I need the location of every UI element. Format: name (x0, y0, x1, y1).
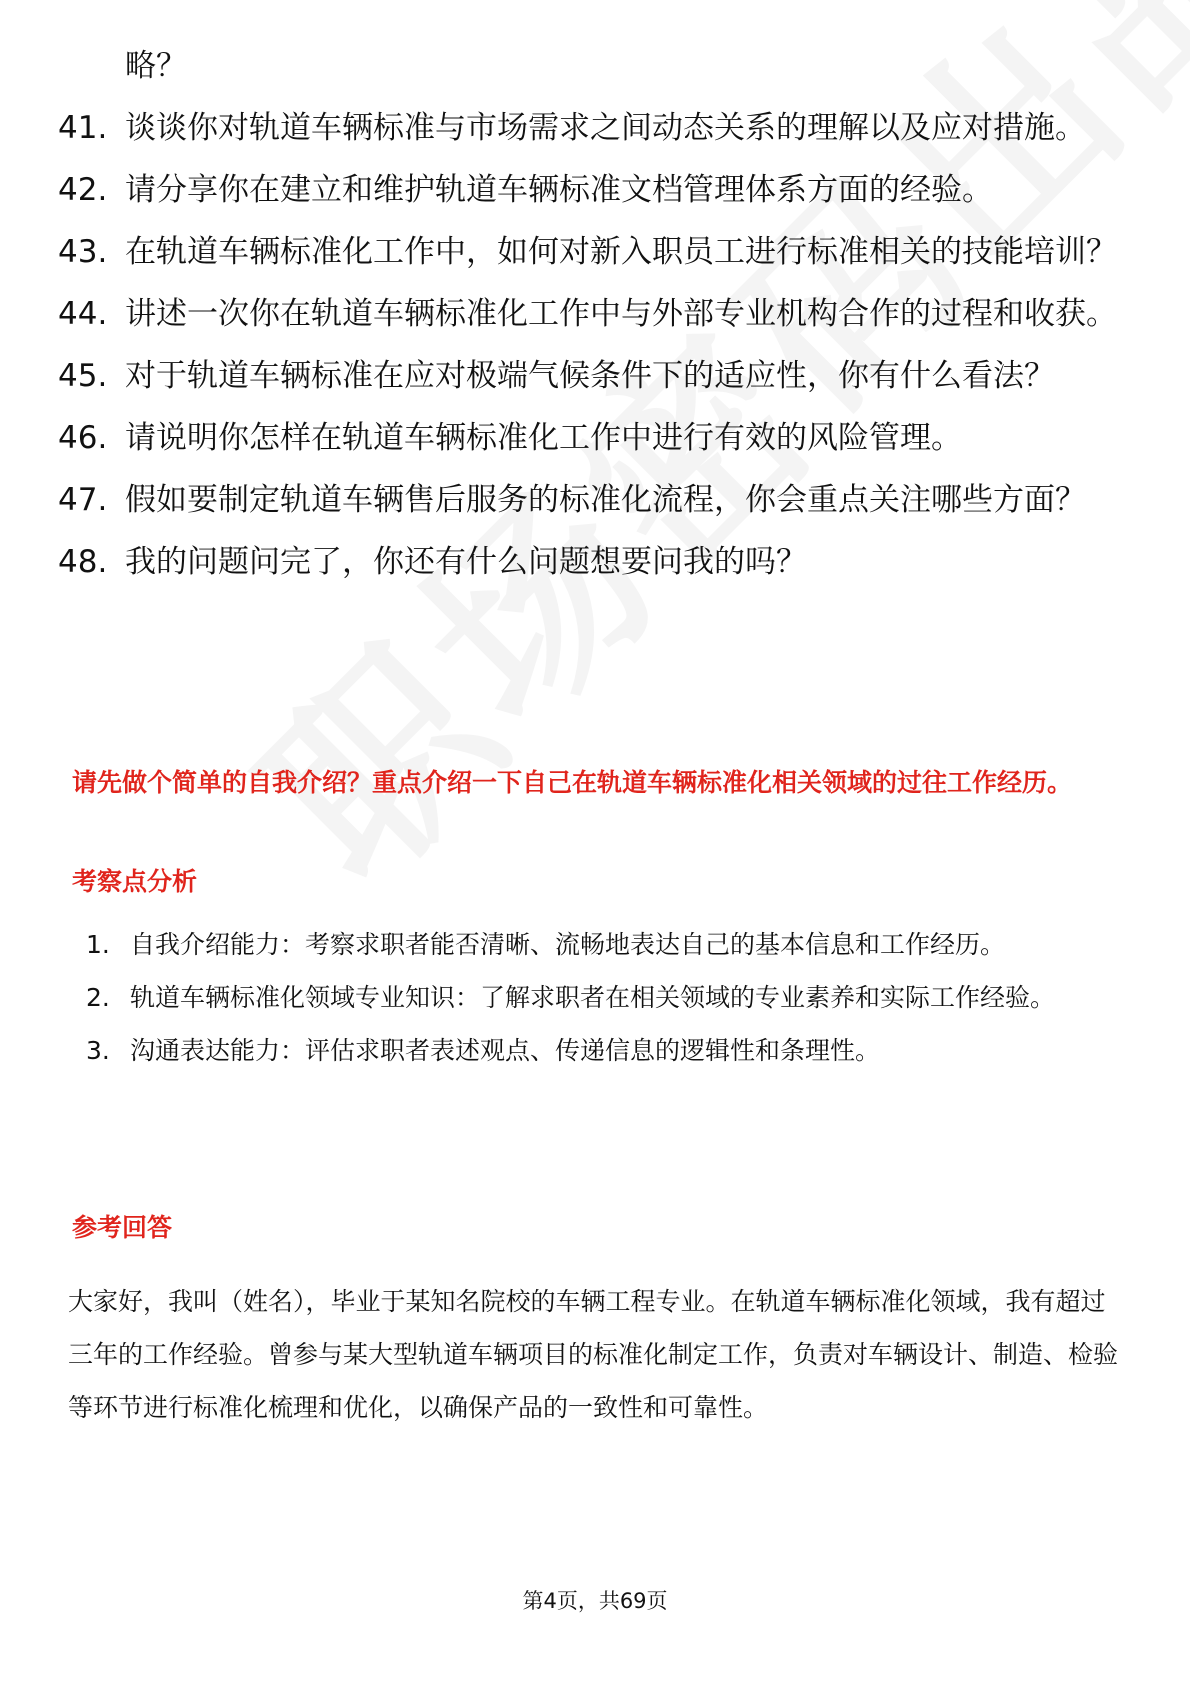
item-number: 3. (86, 1036, 110, 1065)
item-number: 48. (58, 544, 108, 580)
list-item (58, 478, 1138, 522)
item-text: 假如要制定轨道车辆售后服务的标准化流程，你会重点关注哪些方面？ (125, 482, 1086, 518)
item-text: 请说明你怎样在轨道车辆标准化工作中进行有效的风险管理。 (125, 420, 962, 456)
list-item (58, 292, 1138, 336)
question-title: 请先做个简单的自我介绍？重点介绍一下自己在轨道车辆标准化相关领域的过往工作经历。 (72, 768, 1073, 797)
item-text: 沟通表达能力：评估求职者表述观点、传递信息的逻辑性和条理性。 (130, 1036, 881, 1065)
question-title-block (72, 763, 1122, 803)
item-text: 谈谈你对轨道车辆标准与市场需求之间动态关系的理解以及应对措施。 (125, 110, 1086, 146)
list-item (58, 230, 1138, 274)
item-number: 42. (58, 172, 108, 208)
analysis-heading: 考察点分析 (72, 867, 198, 896)
item-text: 自我介绍能力：考察求职者能否清晰、流畅地表达自己的基本信息和工作经历。 (130, 930, 1006, 959)
item-text: 轨道车辆标准化领域专业知识：了解求职者在相关领域的专业素养和实际工作经验。 (130, 983, 1056, 1012)
list-item (58, 168, 1138, 212)
continuation-text: 略？ (125, 48, 187, 84)
list-item (86, 971, 1126, 1024)
item-number: 43. (58, 234, 108, 270)
item-number: 47. (58, 482, 108, 518)
page-number: 第4页，共69页 (522, 1589, 668, 1613)
item-number: 46. (58, 420, 108, 456)
item-number: 1. (86, 930, 110, 959)
answer-heading-block (72, 1208, 1122, 1248)
item-number: 45. (58, 358, 108, 394)
answer-paragraph: 大家好，我叫（姓名），毕业于某知名院校的车辆工程专业。在轨道车辆标准化领域，我有超过三年的工作经验。曾参与某大型轨道车辆项目的标准化制定工作，负责对车辆设计、制造、检验等环节进行标准化梳理和优化，以确保产品的一致性和可靠性。 (68, 1287, 1119, 1422)
list-item (58, 106, 1138, 150)
item-number: 2. (86, 983, 110, 1012)
item-text: 讲述一次你在轨道车辆标准化工作中与外部专业机构合作的过程和收获。 (125, 296, 1117, 332)
analysis-list (86, 918, 1126, 1077)
item-number: 41. (58, 110, 108, 146)
item-number: 44. (58, 296, 108, 332)
list-item (58, 354, 1138, 398)
list-item (58, 540, 1138, 584)
item-text: 请分享你在建立和维护轨道车辆标准文档管理体系方面的经验。 (125, 172, 993, 208)
question-list (58, 44, 1138, 602)
list-item (86, 918, 1126, 971)
answer-heading: 参考回答 (72, 1213, 173, 1242)
list-item (86, 1024, 1126, 1077)
item-text: 我的问题问完了，你还有什么问题想要问我的吗？ (125, 544, 807, 580)
analysis-heading-block (72, 862, 1122, 902)
item-text: 在轨道车辆标准化工作中，如何对新入职员工进行标准相关的技能培训？ (125, 234, 1117, 270)
list-item (58, 416, 1138, 460)
item-text: 对于轨道车辆标准在应对极端气候条件下的适应性，你有什么看法？ (125, 358, 1055, 394)
